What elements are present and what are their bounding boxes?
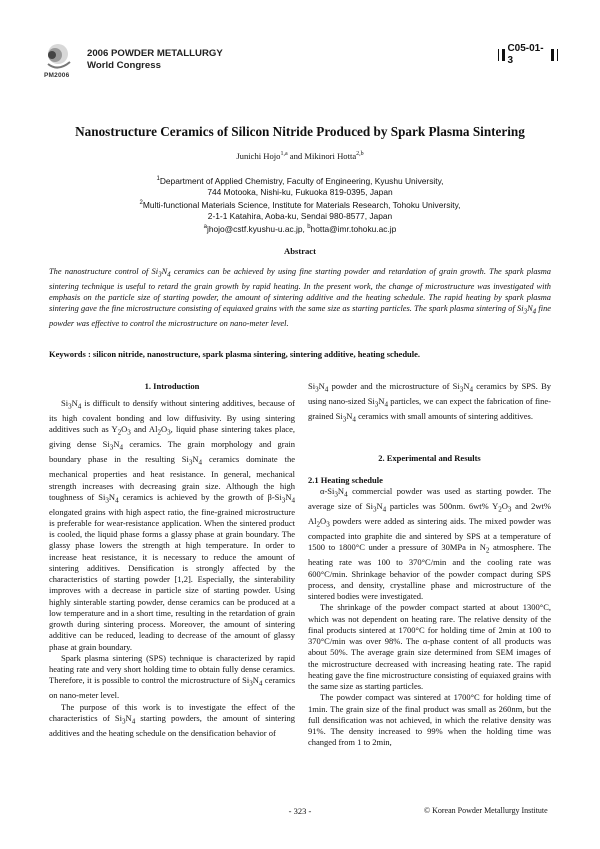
affiliation-line: 2-1-1 Katahira, Aoba-ku, Sendai 980-8577, Japan <box>207 210 393 221</box>
affiliation-line: $^2$Multi-functional Materials Science, Institute for Materials Research, Tohoku University, <box>139 199 461 210</box>
paper-code: C05-01-3 <box>507 43 544 66</box>
email-line: $^a$jhojo@cstf.kyushu-u.ac.jp, $^b$hotta@imr.tohoku.ac.jp <box>203 223 397 234</box>
affiliations <box>90 174 510 235</box>
paragraph: Spark plasma sintering (SPS) technique is characterized by rapid heating rate and very short holding time to obtain fully dense ceramics. Therefore, it is possible to control the microstructure of $Si_3N_4$ ceramics on nano-meter level. <box>49 652 296 701</box>
section-heading-experimental: 2. Experimental and Results <box>378 452 481 463</box>
paper-title: Nanostructure Ceramics of Silicon Nitride Produced by Spark Plasma Sintering <box>75 124 525 139</box>
logo-text: PM2006 <box>44 72 70 79</box>
abstract-heading: Abstract <box>284 246 316 256</box>
left-column <box>49 381 295 739</box>
right-column <box>308 381 551 749</box>
paper-code-badge <box>497 43 559 67</box>
keywords: Keywords : silicon nitride, nanostructure, spark plasma sintering, sintering additive, heating schedule. <box>49 349 421 359</box>
section-heading-introduction: 1. Introduction <box>144 381 200 391</box>
bar-decoration <box>498 49 499 61</box>
conference-line1: 2006 POWDER METALLURGY <box>87 48 223 59</box>
bar-decoration <box>551 49 554 61</box>
bar-decoration <box>557 49 558 61</box>
paragraph: The powder compact was sintered at 1700°C for holding time of 1min. The grain size of the final product was small as 260nm, but the full densification was not achieved, in which the relative density was 91%. The density increased to 99% when the holding time was changed from 1 to 2min, <box>308 692 551 748</box>
paragraph: The shrinkage of the powder compact started at about 1300°C, which was not dependent on heating rare. The relative density of the final products sintered at 1700°C for holding time of 2min at 100 to 370°C/min was over 98%. The α-phase content of all products was about 50%. The average grain size determined from SEM images of the microstructure decreased with increasing heating rate. The rapid heating gave the fine microstructure consisting of equiaxed grains with the same size as starting particles. <box>308 602 551 692</box>
affiliation-line: 744 Motooka, Nishi-ku, Fukuoka 819-0395, Japan <box>207 186 393 197</box>
authors: Junichi Hojo$^{1,a}$ and Mikinori Hotta$^{2,b}$ <box>236 151 364 161</box>
bar-decoration <box>502 49 505 61</box>
conference-name <box>87 48 223 71</box>
subsection-heading: 2.1 Heating schedule <box>308 475 383 486</box>
paragraph: The purpose of this work is to investigate the effect of the characteristics of $Si_3N_4$ starting powders, the amount of sintering additives and the heating schedule on the densification behavior of <box>49 701 295 738</box>
paragraph: $Si_3N_4$ is difficult to densify without sintering additives, because of its high covalent bonding and low diffusivity. By using sintering additives such as $Y_2O_3$ and $Al_2O_3$, liquid phase sintering takes place, giving dense $Si_3N_4$ ceramics. The grain morphology and grain boundary phase in the resulting $Si_3N_4$ ceramics dominate the mechanical properties and heat resistance. In general, mechanical strength increases with decreasing grain size. Although the high toughness of $Si_3N_4$ ceramics is achieved by the growth of $\beta-Si_3N_4$ elongated grains with high aspect ratio, the fine-grained microstructure is preferable for wear-resistance application. When the sintered product is cooled, the liquid phase forms a glassy phase at grain boundary. The glassy phase lowers the strength at high temperature. In order to increase heat resistance, it is necessary to reduce the amount of sintering additives. Densification is strongly affected by the characteristics of starting powder [1,2]. Especially, the sinterability improves with a decrease in particle size of starting powder. Using highly sinterable starting powder, dense ceramics can be produced at a low temperature and in a short time, resulting in the retardation of grain growth during sintering process. Moreover, the amount of sintering additive can be reduced, leading to decrease of the amount of glassy phase at grain boundary. <box>49 398 295 652</box>
affiliation-line: $^1$Department of Applied Chemistry, Faculty of Engineering, Kyushu University, <box>156 175 444 186</box>
copyright: © Korean Powder Metallurgy Institute <box>424 806 548 815</box>
abstract-text: The nanostructure control of $Si_3N_4$ ceramics can be achieved by using fine starting powder and retardation of grain growth. The spark plasma sintering technique is useful to retard the grain growth by rapid heating. In the present work, the change of microstructure was investigated with emphasis on the particle size of starting powder, the amount of sintering additive and the heating schedule. The rapid heating by spark plasma sintering gave the fine microstructure consisting of equiaxed grains with the same size as starting particles. The spark plasma sintering of $Si_3N_4$ fine powder was effective to control the microstructure on nano-meter level. <box>49 267 551 329</box>
page-number: - 323 - <box>288 806 312 816</box>
paragraph: $Si_3N_4$ powder and the microstructure of $Si_3N_4$ ceramics by SPS. By using nano-sized $Si_3N_4$ particles, we can expect the fabrication of fine-grained $Si_3N_4$ ceramics with small amounts of sintering additives. <box>308 381 551 424</box>
conference-line2: World Congress <box>87 59 161 71</box>
paragraph: $\alpha-Si_3N_4$ commercial powder was used as starting powder. The average size of $Si_3N_4$ particles was 500nm. 6wt% $Y_2O_3$ and 2wt% $Al_2O_3$ powders were added as sintering aids. The mixed powder was compacted into graphite die and sintered by SPS at a temperature of 1500 to 1800°C under a pressure of 30MPa in $N_2$ atmosphere. The heating rate was 100 to 370°C/min and the cooling rate was 600°C/min. Shrinkage behavior of the powder compact during SPS process, and density, crystalline phase and microstructure of the sintered bodies were investigated. <box>308 486 551 602</box>
